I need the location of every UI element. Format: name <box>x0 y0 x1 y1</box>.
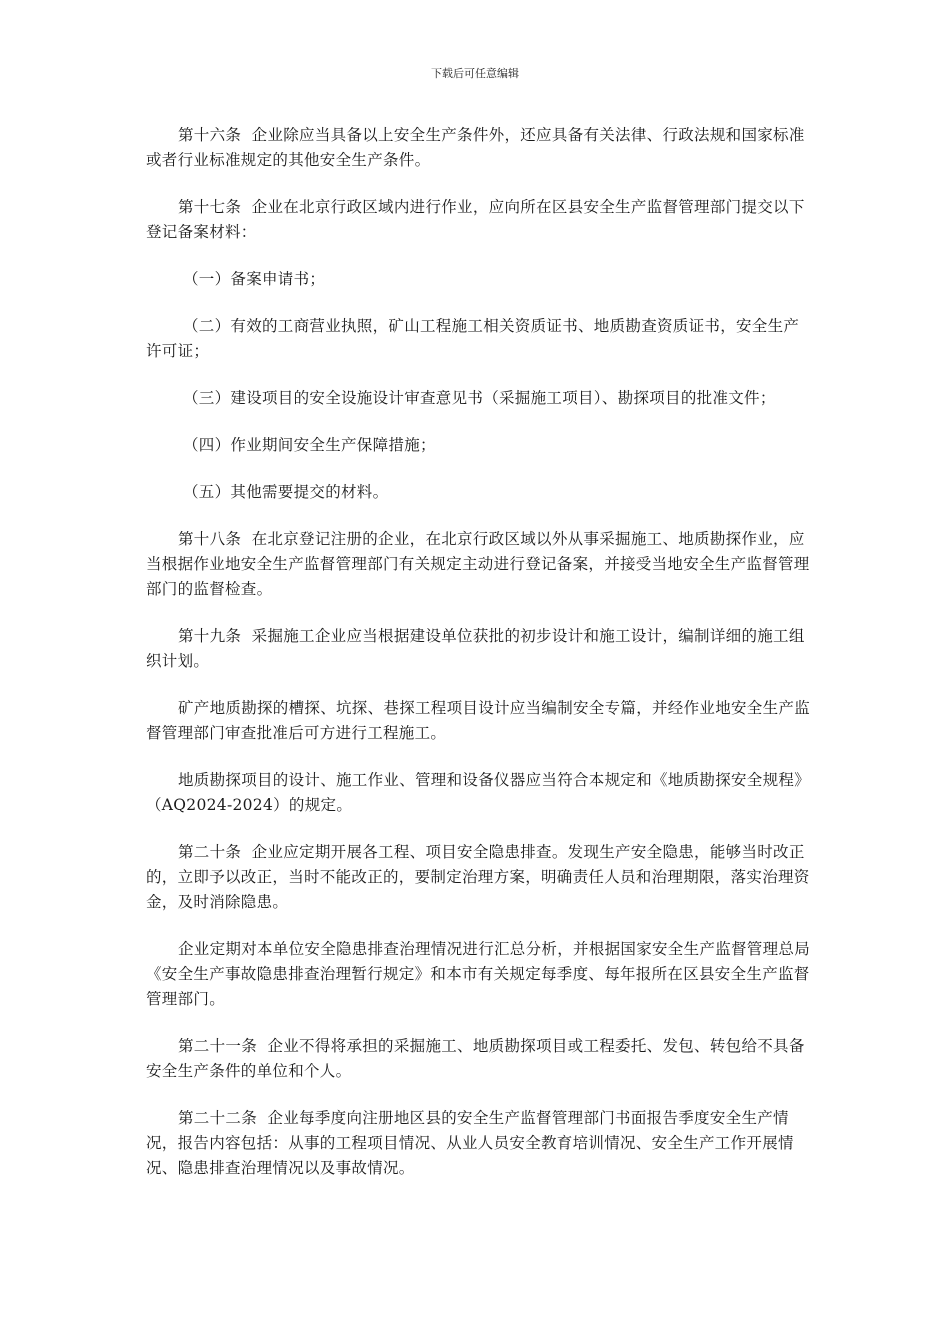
paragraph-article-17: 第十七条 企业在北京行政区域内进行作业，应向所在区县安全生产监督管理部门提交以下登记备案材料： <box>146 198 805 241</box>
paragraph-article-18: 第十八条 在北京登记注册的企业，在北京行政区域以外从事采掘施工、地质勘探作业，应当根据作业地安全生产监督管理部门有关规定主动进行登记备案，并接受当地安全生产监督管理部门的监督检查。 <box>146 530 810 598</box>
paragraph-hazard-report: 企业定期对本单位安全隐患排查治理情况进行汇总分析，并根据国家安全生产监督管理总局《安全生产事故隐患排查治理暂行规定》和本市有关规定每季度、每年报所在区县安全生产监督管理部门。 <box>146 940 811 1008</box>
paragraph-article-19: 第十九条 采掘施工企业应当根据建设单位获批的初步设计和施工设计，编制详细的施工组织计划。 <box>146 627 805 670</box>
paragraph-article-21: 第二十一条 企业不得将承担的采掘施工、地质勘探项目或工程委托、发包、转包给不具备安全生产条件的单位和个人。 <box>146 1037 805 1080</box>
list-item-3: （三）建设项目的安全设施设计审查意见书（采掘施工项目）、勘探项目的批准文件； <box>183 389 776 407</box>
paragraph-article-20: 第二十条 企业应定期开展各工程、项目安全隐患排查。发现生产安全隐患，能够当时改正的，立即予以改正，当时不能改正的，要制定治理方案，明确责任人员和治理期限，落实治理资金，及时消除隐患。 <box>146 843 810 911</box>
header-note: 下载后可任意编辑 <box>431 67 519 80</box>
list-item-2: （二）有效的工商营业执照，矿山工程施工相关资质证书、地质勘查资质证书，安全生产许可证； <box>146 317 800 360</box>
paragraph-article-16: 第十六条 企业除应当具备以上安全生产条件外，还应具备有关法律、行政法规和国家标准或者行业标准规定的其他安全生产条件。 <box>146 126 805 169</box>
document-body <box>146 123 810 1203</box>
list-item-1: （一）备案申请书； <box>183 270 326 288</box>
paragraph-geological-project: 地质勘探项目的设计、施工作业、管理和设备仪器应当符合本规定和《地质勘探安全规程》（AQ2024-2024）的规定。 <box>146 771 811 814</box>
list-item-5: （五）其他需要提交的材料。 <box>183 483 389 501</box>
paragraph-exploration-design: 矿产地质勘探的槽探、坑探、巷探工程项目设计应当编制安全专篇，并经作业地安全生产监督管理部门审查批准后可方进行工程施工。 <box>146 699 811 742</box>
list-item-4: （四）作业期间安全生产保障措施； <box>183 436 436 454</box>
paragraph-article-22: 第二十二条 企业每季度向注册地区县的安全生产监督管理部门书面报告季度安全生产情况，报告内容包括：从事的工程项目情况、从业人员安全教育培训情况、安全生产工作开展情况、隐患排查治理情况以及事故情况。 <box>146 1109 794 1177</box>
